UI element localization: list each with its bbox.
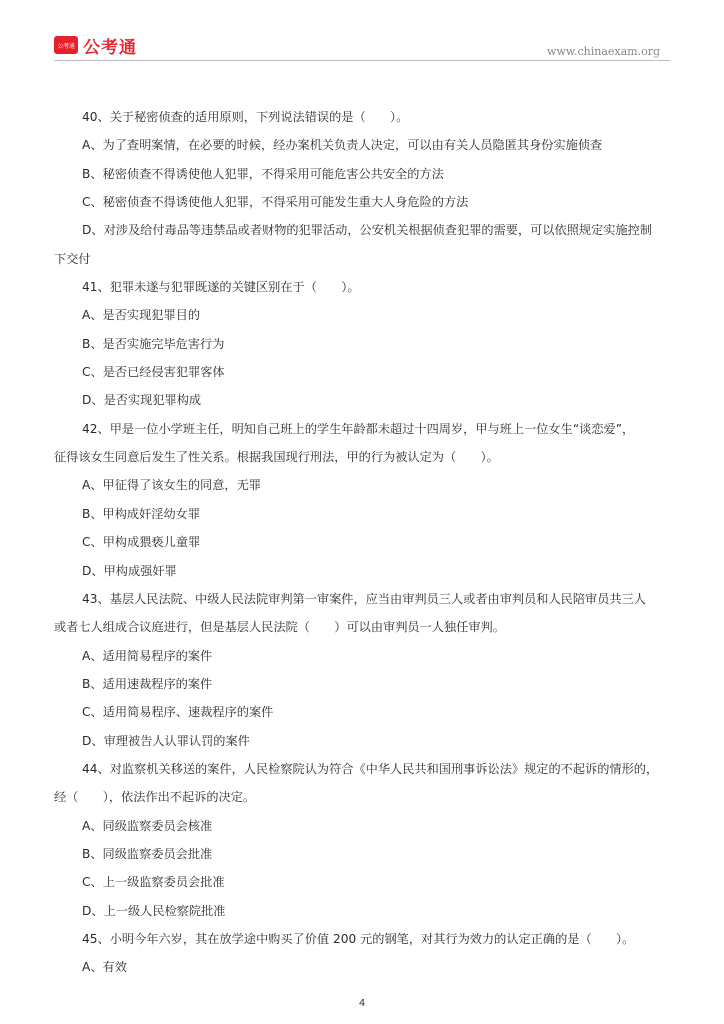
page-header (0, 0, 724, 64)
text-line: 征得该女生同意后发生了性关系。根据我国现行刑法，甲的行为被认定为（ ）。 (54, 450, 499, 465)
site-url: www.chinaexam.org (547, 45, 660, 58)
text-line: D、对涉及给付毒品等违禁品或者财物的犯罪活动，公安机关根据侦查犯罪的需要，可以依照规定实施控制 (82, 223, 653, 238)
text-line: A、有效 (82, 960, 127, 975)
text-line: C、是否已经侵害犯罪客体 (82, 365, 225, 380)
text-line: A、适用简易程序的案件 (82, 648, 213, 663)
text-line: C、适用简易程序、速裁程序的案件 (82, 705, 274, 720)
text-line: 40、关于秘密侦查的适用原则，下列说法错误的是（ ）。 (82, 110, 409, 124)
text-line: 44、对监察机关移送的案件，人民检察院认为符合《中华人民共和国刑事诉讼法》规定的不起诉的情形的， (82, 761, 659, 776)
text-line: D、上一级人民检察院批准 (82, 903, 226, 918)
text-line: B、是否实施完毕危害行为 (82, 336, 225, 351)
text-line: 经（ ），依法作出不起诉的决定。 (54, 790, 256, 805)
text-line: C、秘密侦查不得诱使他人犯罪，不得采用可能发生重大人身危险的方法 (82, 195, 469, 210)
logo-text: 公考通 (83, 37, 137, 58)
text-line: B、甲构成奸淫幼女罪 (82, 506, 201, 521)
text-line: D、是否实现犯罪构成 (82, 393, 202, 408)
text-line: B、适用速裁程序的案件 (82, 676, 213, 691)
text-line: 42、甲是一位小学班主任，明知自己班上的学生年龄都未超过十四周岁，甲与班上一位女生“谈恋爱”， (82, 421, 635, 436)
text-line: C、甲构成猥亵儿童罪 (82, 535, 201, 550)
text-line: A、同级监察委员会核准 (82, 818, 213, 833)
text-line: C、上一级监察委员会批准 (82, 875, 225, 890)
text-line: D、审理被告人认罪认罚的案件 (82, 733, 250, 748)
text-line: 45、小明今年六岁，其在放学途中购买了价值 200 元的钢笔，对其行为效力的认定正确的是（ ）。 (82, 931, 635, 946)
text-line: A、是否实现犯罪目的 (82, 308, 201, 323)
logo (54, 34, 137, 56)
text-line: D、甲构成强奸罪 (82, 563, 177, 578)
header-divider (54, 60, 670, 61)
text-line: 或者七人组成合议庭进行，但是基层人民法院（ ）可以由审判员一人独任审判。 (54, 620, 505, 635)
text-line: B、秘密侦查不得诱使他人犯罪，不得采用可能危害公共安全的方法 (82, 166, 444, 181)
text-line: 43、基层人民法院、中级人民法院审判第一审案件，应当由审判员三人或者由审判员和人民陪审员共三人 (82, 591, 646, 606)
document-body (54, 103, 670, 982)
logo-badge-icon: 公考通 (54, 36, 78, 54)
page-number: 4 (358, 998, 366, 1009)
text-line: 41、犯罪未遂与犯罪既遂的关键区别在于（ ）。 (82, 280, 360, 295)
text-line: 下交付 (54, 251, 91, 266)
text-line: B、同级监察委员会批准 (82, 846, 213, 861)
text-line: A、甲征得了该女生的同意，无罪 (82, 478, 261, 493)
text-line: A、为了查明案情，在必要的时候，经办案机关负责人决定，可以由有关人员隐匿其身份实施侦查 (82, 138, 603, 153)
